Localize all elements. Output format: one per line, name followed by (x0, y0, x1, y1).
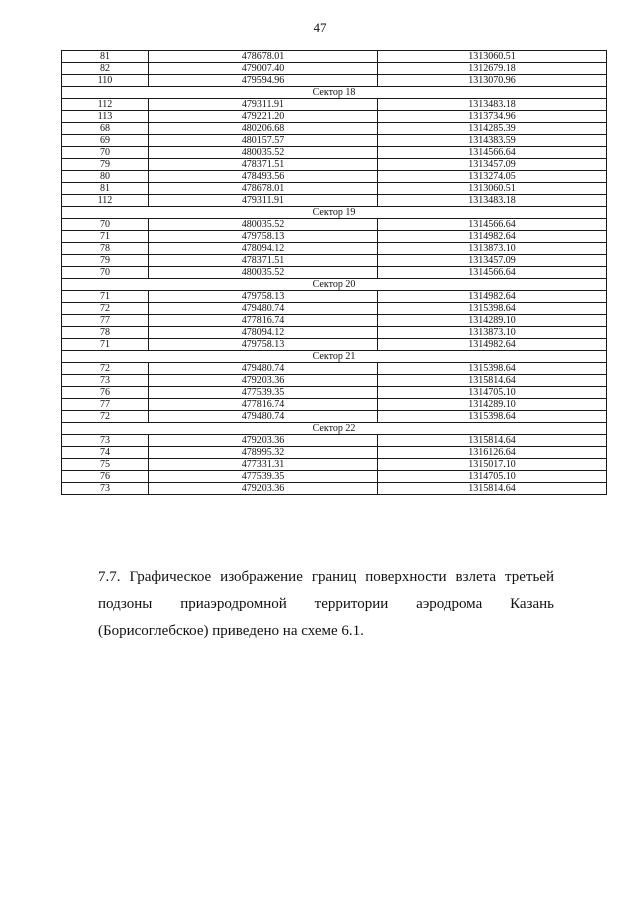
point-number-cell: 69 (62, 135, 149, 147)
table-row (62, 363, 607, 375)
table-row (62, 111, 607, 123)
point-number-cell: 76 (62, 471, 149, 483)
point-number-cell: 71 (62, 231, 149, 243)
point-number-cell: 76 (62, 387, 149, 399)
x-coordinate-cell: 480206.68 (149, 123, 378, 135)
table-row (62, 135, 607, 147)
x-coordinate-cell: 479311.91 (149, 99, 378, 111)
y-coordinate-cell: 1313483.18 (378, 195, 607, 207)
point-number-cell: 72 (62, 303, 149, 315)
point-number-cell: 112 (62, 99, 149, 111)
x-coordinate-cell: 480035.52 (149, 219, 378, 231)
y-coordinate-cell: 1315398.64 (378, 303, 607, 315)
table-row (62, 459, 607, 471)
point-number-cell: 73 (62, 483, 149, 495)
table-row (62, 375, 607, 387)
y-coordinate-cell: 1314289.10 (378, 315, 607, 327)
table-row (62, 51, 607, 63)
x-coordinate-cell: 479311.91 (149, 195, 378, 207)
table-row (62, 63, 607, 75)
table-row (62, 219, 607, 231)
y-coordinate-cell: 1313060.51 (378, 51, 607, 63)
table-row (62, 147, 607, 159)
x-coordinate-cell: 478995.32 (149, 447, 378, 459)
y-coordinate-cell: 1316126.64 (378, 447, 607, 459)
x-coordinate-cell: 479594.96 (149, 75, 378, 87)
point-number-cell: 79 (62, 159, 149, 171)
x-coordinate-cell: 480035.52 (149, 147, 378, 159)
table-row (62, 171, 607, 183)
x-coordinate-cell: 478094.12 (149, 243, 378, 255)
table-row (62, 315, 607, 327)
y-coordinate-cell: 1314285.39 (378, 123, 607, 135)
x-coordinate-cell: 479758.13 (149, 231, 378, 243)
point-number-cell: 71 (62, 339, 149, 351)
point-number-cell: 73 (62, 375, 149, 387)
table-row (62, 399, 607, 411)
table-row (62, 195, 607, 207)
y-coordinate-cell: 1313734.96 (378, 111, 607, 123)
x-coordinate-cell: 479480.74 (149, 303, 378, 315)
table-row (62, 243, 607, 255)
table-row (62, 267, 607, 279)
y-coordinate-cell: 1313873.10 (378, 327, 607, 339)
y-coordinate-cell: 1314982.64 (378, 291, 607, 303)
y-coordinate-cell: 1314383.59 (378, 135, 607, 147)
point-number-cell: 78 (62, 243, 149, 255)
paragraph-7-7: 7.7. Графическое изображение границ поверхности взлета третьей подзоны приаэродромной территории аэродрома Казань (Борисоглебское) приведено на схеме 6.1. (98, 569, 554, 639)
table-row (62, 303, 607, 315)
x-coordinate-cell: 478678.01 (149, 51, 378, 63)
y-coordinate-cell: 1315398.64 (378, 411, 607, 423)
y-coordinate-cell: 1314982.64 (378, 231, 607, 243)
point-number-cell: 112 (62, 195, 149, 207)
table-row (62, 471, 607, 483)
y-coordinate-cell: 1313457.09 (378, 255, 607, 267)
point-number-cell: 70 (62, 147, 149, 159)
x-coordinate-cell: 479758.13 (149, 339, 378, 351)
point-number-cell: 72 (62, 411, 149, 423)
table-row (62, 447, 607, 459)
y-coordinate-cell: 1315814.64 (378, 375, 607, 387)
point-number-cell: 81 (62, 183, 149, 195)
point-number-cell: 71 (62, 291, 149, 303)
y-coordinate-cell: 1312679.18 (378, 63, 607, 75)
point-number-cell: 78 (62, 327, 149, 339)
point-number-cell: 81 (62, 51, 149, 63)
x-coordinate-cell: 477816.74 (149, 399, 378, 411)
x-coordinate-cell: 478371.51 (149, 159, 378, 171)
sector-header-row (62, 423, 607, 435)
point-number-cell: 110 (62, 75, 149, 87)
table-row (62, 411, 607, 423)
point-number-cell: 75 (62, 459, 149, 471)
sector-header-row (62, 279, 607, 291)
table-row (62, 123, 607, 135)
x-coordinate-cell: 479007.40 (149, 63, 378, 75)
x-coordinate-cell: 479203.36 (149, 483, 378, 495)
y-coordinate-cell: 1314705.10 (378, 471, 607, 483)
sector-label: Сектор 22 (62, 423, 607, 435)
table-row (62, 231, 607, 243)
x-coordinate-cell: 479758.13 (149, 291, 378, 303)
y-coordinate-cell: 1313483.18 (378, 99, 607, 111)
x-coordinate-cell: 479203.36 (149, 375, 378, 387)
x-coordinate-cell: 477331.31 (149, 459, 378, 471)
x-coordinate-cell: 477816.74 (149, 315, 378, 327)
table-row (62, 339, 607, 351)
table-row (62, 483, 607, 495)
sector-label: Сектор 18 (62, 87, 607, 99)
coordinates-table (61, 50, 607, 495)
y-coordinate-cell: 1314566.64 (378, 219, 607, 231)
y-coordinate-cell: 1314566.64 (378, 267, 607, 279)
point-number-cell: 82 (62, 63, 149, 75)
sector-label: Сектор 20 (62, 279, 607, 291)
point-number-cell: 113 (62, 111, 149, 123)
x-coordinate-cell: 478094.12 (149, 327, 378, 339)
x-coordinate-cell: 478371.51 (149, 255, 378, 267)
x-coordinate-cell: 479203.36 (149, 435, 378, 447)
sector-label: Сектор 19 (62, 207, 607, 219)
y-coordinate-cell: 1315398.64 (378, 363, 607, 375)
y-coordinate-cell: 1313070.96 (378, 75, 607, 87)
y-coordinate-cell: 1313274.05 (378, 171, 607, 183)
sector-header-row (62, 351, 607, 363)
y-coordinate-cell: 1315017.10 (378, 459, 607, 471)
table-row (62, 183, 607, 195)
point-number-cell: 70 (62, 219, 149, 231)
y-coordinate-cell: 1313060.51 (378, 183, 607, 195)
table-row (62, 387, 607, 399)
point-number-cell: 77 (62, 399, 149, 411)
x-coordinate-cell: 479221.20 (149, 111, 378, 123)
y-coordinate-cell: 1315814.64 (378, 483, 607, 495)
y-coordinate-cell: 1314982.64 (378, 339, 607, 351)
y-coordinate-cell: 1313873.10 (378, 243, 607, 255)
point-number-cell: 70 (62, 267, 149, 279)
y-coordinate-cell: 1313457.09 (378, 159, 607, 171)
table-row (62, 291, 607, 303)
point-number-cell: 68 (62, 123, 149, 135)
point-number-cell: 73 (62, 435, 149, 447)
x-coordinate-cell: 477539.35 (149, 471, 378, 483)
table-row (62, 75, 607, 87)
y-coordinate-cell: 1314289.10 (378, 399, 607, 411)
point-number-cell: 79 (62, 255, 149, 267)
table-row (62, 159, 607, 171)
table-row (62, 99, 607, 111)
sector-label: Сектор 21 (62, 351, 607, 363)
point-number-cell: 77 (62, 315, 149, 327)
table-row (62, 327, 607, 339)
y-coordinate-cell: 1315814.64 (378, 435, 607, 447)
sector-header-row (62, 87, 607, 99)
x-coordinate-cell: 480157.57 (149, 135, 378, 147)
x-coordinate-cell: 480035.52 (149, 267, 378, 279)
x-coordinate-cell: 478678.01 (149, 183, 378, 195)
table-row (62, 255, 607, 267)
x-coordinate-cell: 479480.74 (149, 363, 378, 375)
point-number-cell: 80 (62, 171, 149, 183)
x-coordinate-cell: 479480.74 (149, 411, 378, 423)
point-number-cell: 72 (62, 363, 149, 375)
y-coordinate-cell: 1314566.64 (378, 147, 607, 159)
x-coordinate-cell: 477539.35 (149, 387, 378, 399)
page-number: 47 (313, 20, 327, 35)
point-number-cell: 74 (62, 447, 149, 459)
y-coordinate-cell: 1314705.10 (378, 387, 607, 399)
table-row (62, 435, 607, 447)
x-coordinate-cell: 478493.56 (149, 171, 378, 183)
sector-header-row (62, 207, 607, 219)
